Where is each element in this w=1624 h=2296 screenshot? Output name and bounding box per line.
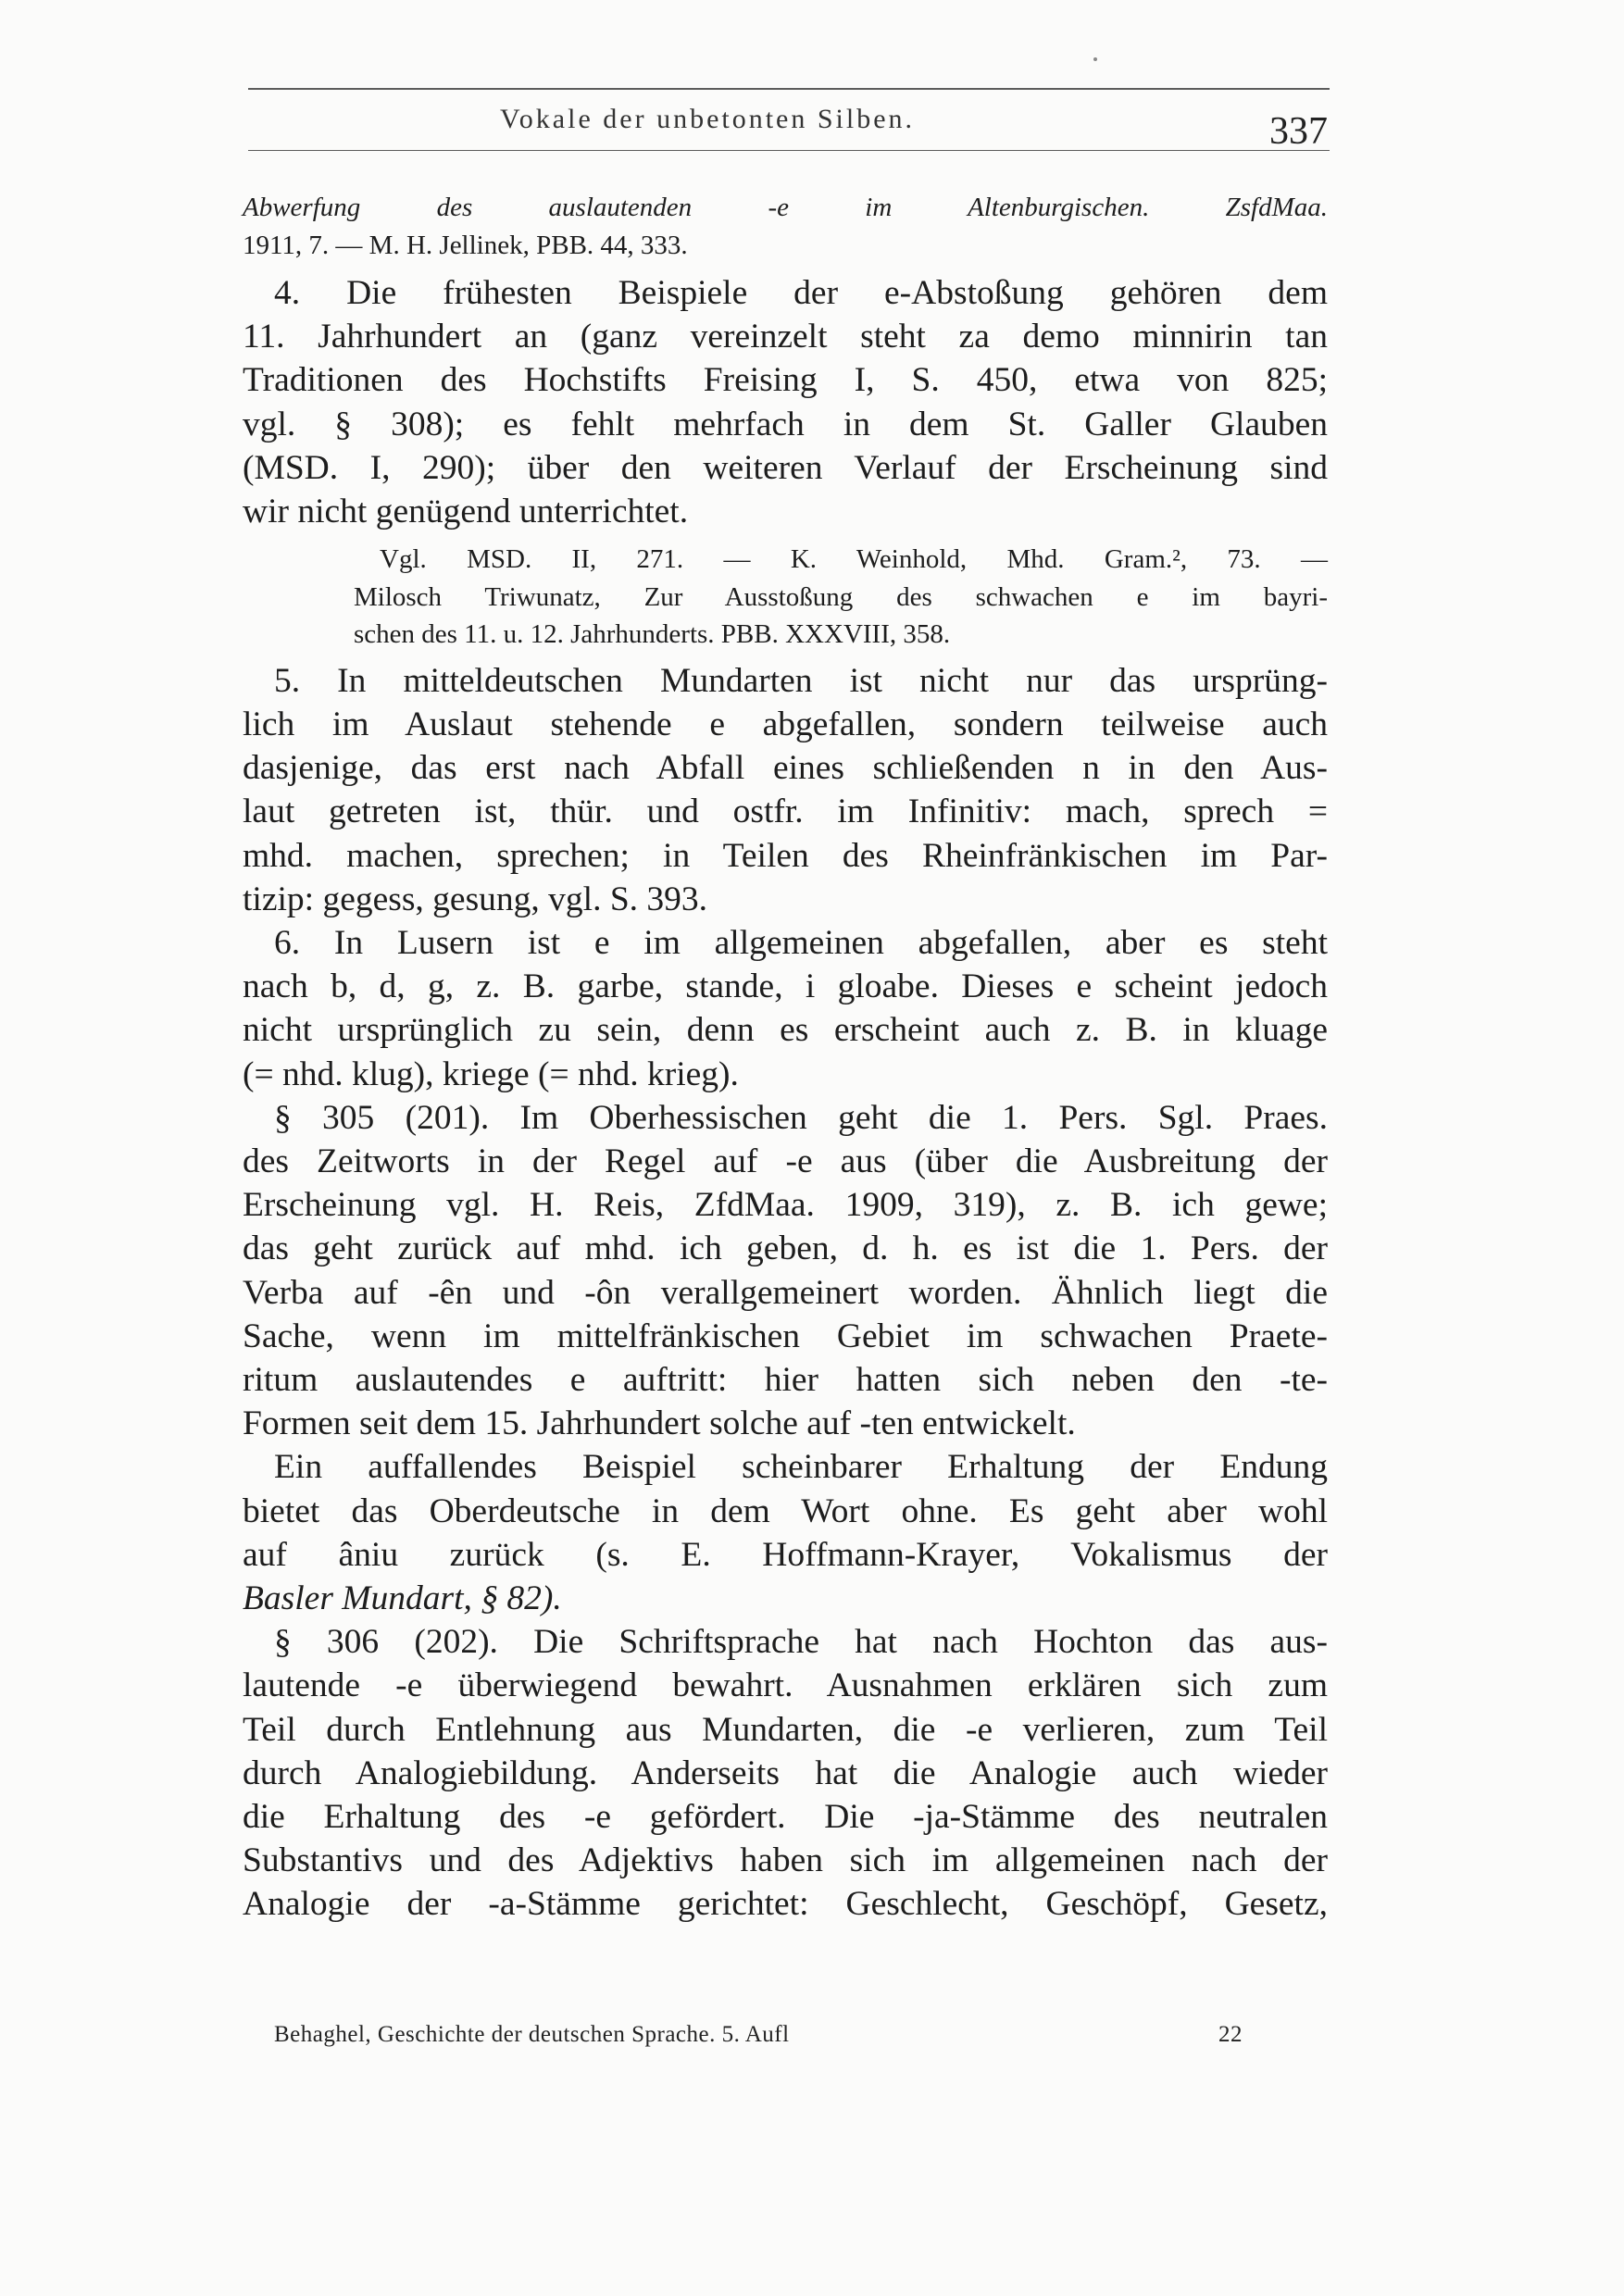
text-line: Erscheinung vgl. H. Reis, ZfdMaa. 1909, 319), z. B. ich gewe;: [243, 1186, 1328, 1225]
text-line: Substantivs und des Adjektivs haben sich im allgemeinen nach der: [243, 1841, 1328, 1880]
text-line: das geht zurück auf mhd. ich geben, d. h. es ist die 1. Pers. der: [243, 1229, 1328, 1268]
text-line: 5. In mitteldeutschen Mundarten ist nicht nur das ursprüng-: [274, 661, 1328, 700]
text-line: (= nhd. klug), kriege (= nhd. krieg).: [243, 1054, 739, 1093]
text-line: durch Analogiebildung. Anderseits hat die Analogie auch wieder: [243, 1753, 1328, 1792]
paragraph-6: [243, 921, 1328, 1096]
text-line: laut getreten ist, thür. und ostfr. im Infinitiv: mach, sprech =: [243, 792, 1328, 831]
text-line: 6. In Lusern ist e im allgemeinen abgefallen, aber es steht: [274, 923, 1328, 962]
text-line: des Zeitworts in der Regel auf -e aus (über die Ausbreitung der: [243, 1142, 1328, 1180]
text-line: bietet das Oberdeutsche in dem Wort ohne. Es geht aber wohl: [243, 1491, 1328, 1530]
text-line: nicht ursprünglich zu sein, denn es erscheint auch z. B. in kluage: [243, 1011, 1328, 1050]
text-line: tizip: gegess, gesung, vgl. S. 393.: [243, 880, 708, 918]
text-line: Sache, wenn im mittelfränkischen Gebiet im schwachen Praete-: [243, 1316, 1328, 1355]
text-line: Vgl. MSD. II, 271. — K. Weinhold, Mhd. Gram.², 73. —: [380, 544, 1328, 575]
text-block: [243, 189, 1328, 1927]
paragraph-5: [243, 659, 1328, 921]
text-line: schen des 11. u. 12. Jahrhunderts. PBB. XXXVIII, 358.: [354, 619, 951, 650]
running-title: Vokale der unbetonten Silben.: [500, 104, 916, 134]
text-line: (MSD. I, 290); über den weiteren Verlauf der Erscheinung sind: [243, 448, 1328, 487]
text-line: Teil durch Entlehnung aus Mundarten, die -e verlieren, zum Teil: [243, 1710, 1328, 1749]
text-line: wir nicht genügend unterrichtet.: [243, 493, 689, 531]
text-line: 1911, 7. — M. H. Jellinek, PBB. 44, 333.: [243, 230, 688, 260]
text-line: 11. Jahrhundert an (ganz vereinzelt steht za demo minnirin tan: [243, 318, 1328, 356]
text-line: Analogie der -a-Stämme gerichtet: Geschlecht, Geschöpf, Gesetz,: [243, 1885, 1328, 1924]
text-line: vgl. § 308); es fehlt mehrfach in dem St. Galler Glauben: [243, 405, 1328, 443]
text-line: Verba auf -ên und -ôn verallgemeinert worden. Ähnlich liegt die: [243, 1273, 1328, 1312]
text-line: nach b, d, g, z. B. garbe, stande, i gloabe. Dieses e scheint jedoch: [243, 967, 1328, 1006]
text-line: dasjenige, das erst nach Abfall eines schließenden n in den Aus-: [243, 749, 1328, 788]
text-line: Traditionen des Hochstifts Freising I, S. 450, etwa von 825;: [243, 361, 1328, 400]
literature-note: [243, 541, 1328, 654]
footer-text: Behaghel, Geschichte der deutschen Sprache. 5. Aufl: [274, 2022, 790, 2047]
text-line: 4. Die frühesten Beispiele der e-Abstoßung gehören dem: [274, 274, 1328, 312]
header-rule-top: [248, 88, 1330, 90]
sheet-signature: 22: [1218, 2022, 1243, 2047]
text-line: ritum auslautendes e auftritt: hier hatten sich neben den -te-: [243, 1360, 1328, 1399]
paragraph-4: [243, 271, 1328, 533]
header-rule-bottom: [248, 150, 1330, 151]
text-line: Abwerfung des auslautenden -e im Altenburgischen. ZsfdMaa.: [243, 193, 1328, 222]
text-line: auf âniu zurück (s. E. Hoffmann-Krayer, Vokalismus der: [243, 1535, 1328, 1574]
paragraph-305: [243, 1096, 1328, 1446]
text-line: mhd. machen, sprechen; in Teilen des Rheinfränkischen im Par-: [243, 836, 1328, 875]
page-number: 337: [1269, 110, 1328, 153]
literature-note-top: [243, 189, 1328, 264]
text-line: lich im Auslaut stehende e abgefallen, sondern teilweise auch: [243, 705, 1328, 743]
text-line: Formen seit dem 15. Jahrhundert solche auf -ten entwickelt.: [243, 1404, 1076, 1443]
speck-mark: [1093, 57, 1097, 61]
text-line: Milosch Triwunatz, Zur Ausstoßung des schwachen e im bayri-: [354, 581, 1328, 612]
text-line: § 305 (201). Im Oberhessischen geht die 1. Pers. Sgl. Praes.: [274, 1098, 1328, 1137]
paragraph-ohne: [243, 1445, 1328, 1620]
paragraph-306: [243, 1620, 1328, 1926]
text-line: Basler Mundart, § 82).: [243, 1578, 562, 1617]
text-line: § 306 (202). Die Schriftsprache hat nach Hochton das aus-: [274, 1623, 1328, 1662]
text-line: die Erhaltung des -e gefördert. Die -ja-Stämme des neutralen: [243, 1798, 1328, 1836]
text-line: Ein auffallendes Beispiel scheinbarer Erhaltung der Endung: [274, 1448, 1328, 1487]
text-line: lautende -e überwiegend bewahrt. Ausnahmen erklären sich zum: [243, 1666, 1328, 1705]
page-footer: [274, 2022, 1243, 2048]
